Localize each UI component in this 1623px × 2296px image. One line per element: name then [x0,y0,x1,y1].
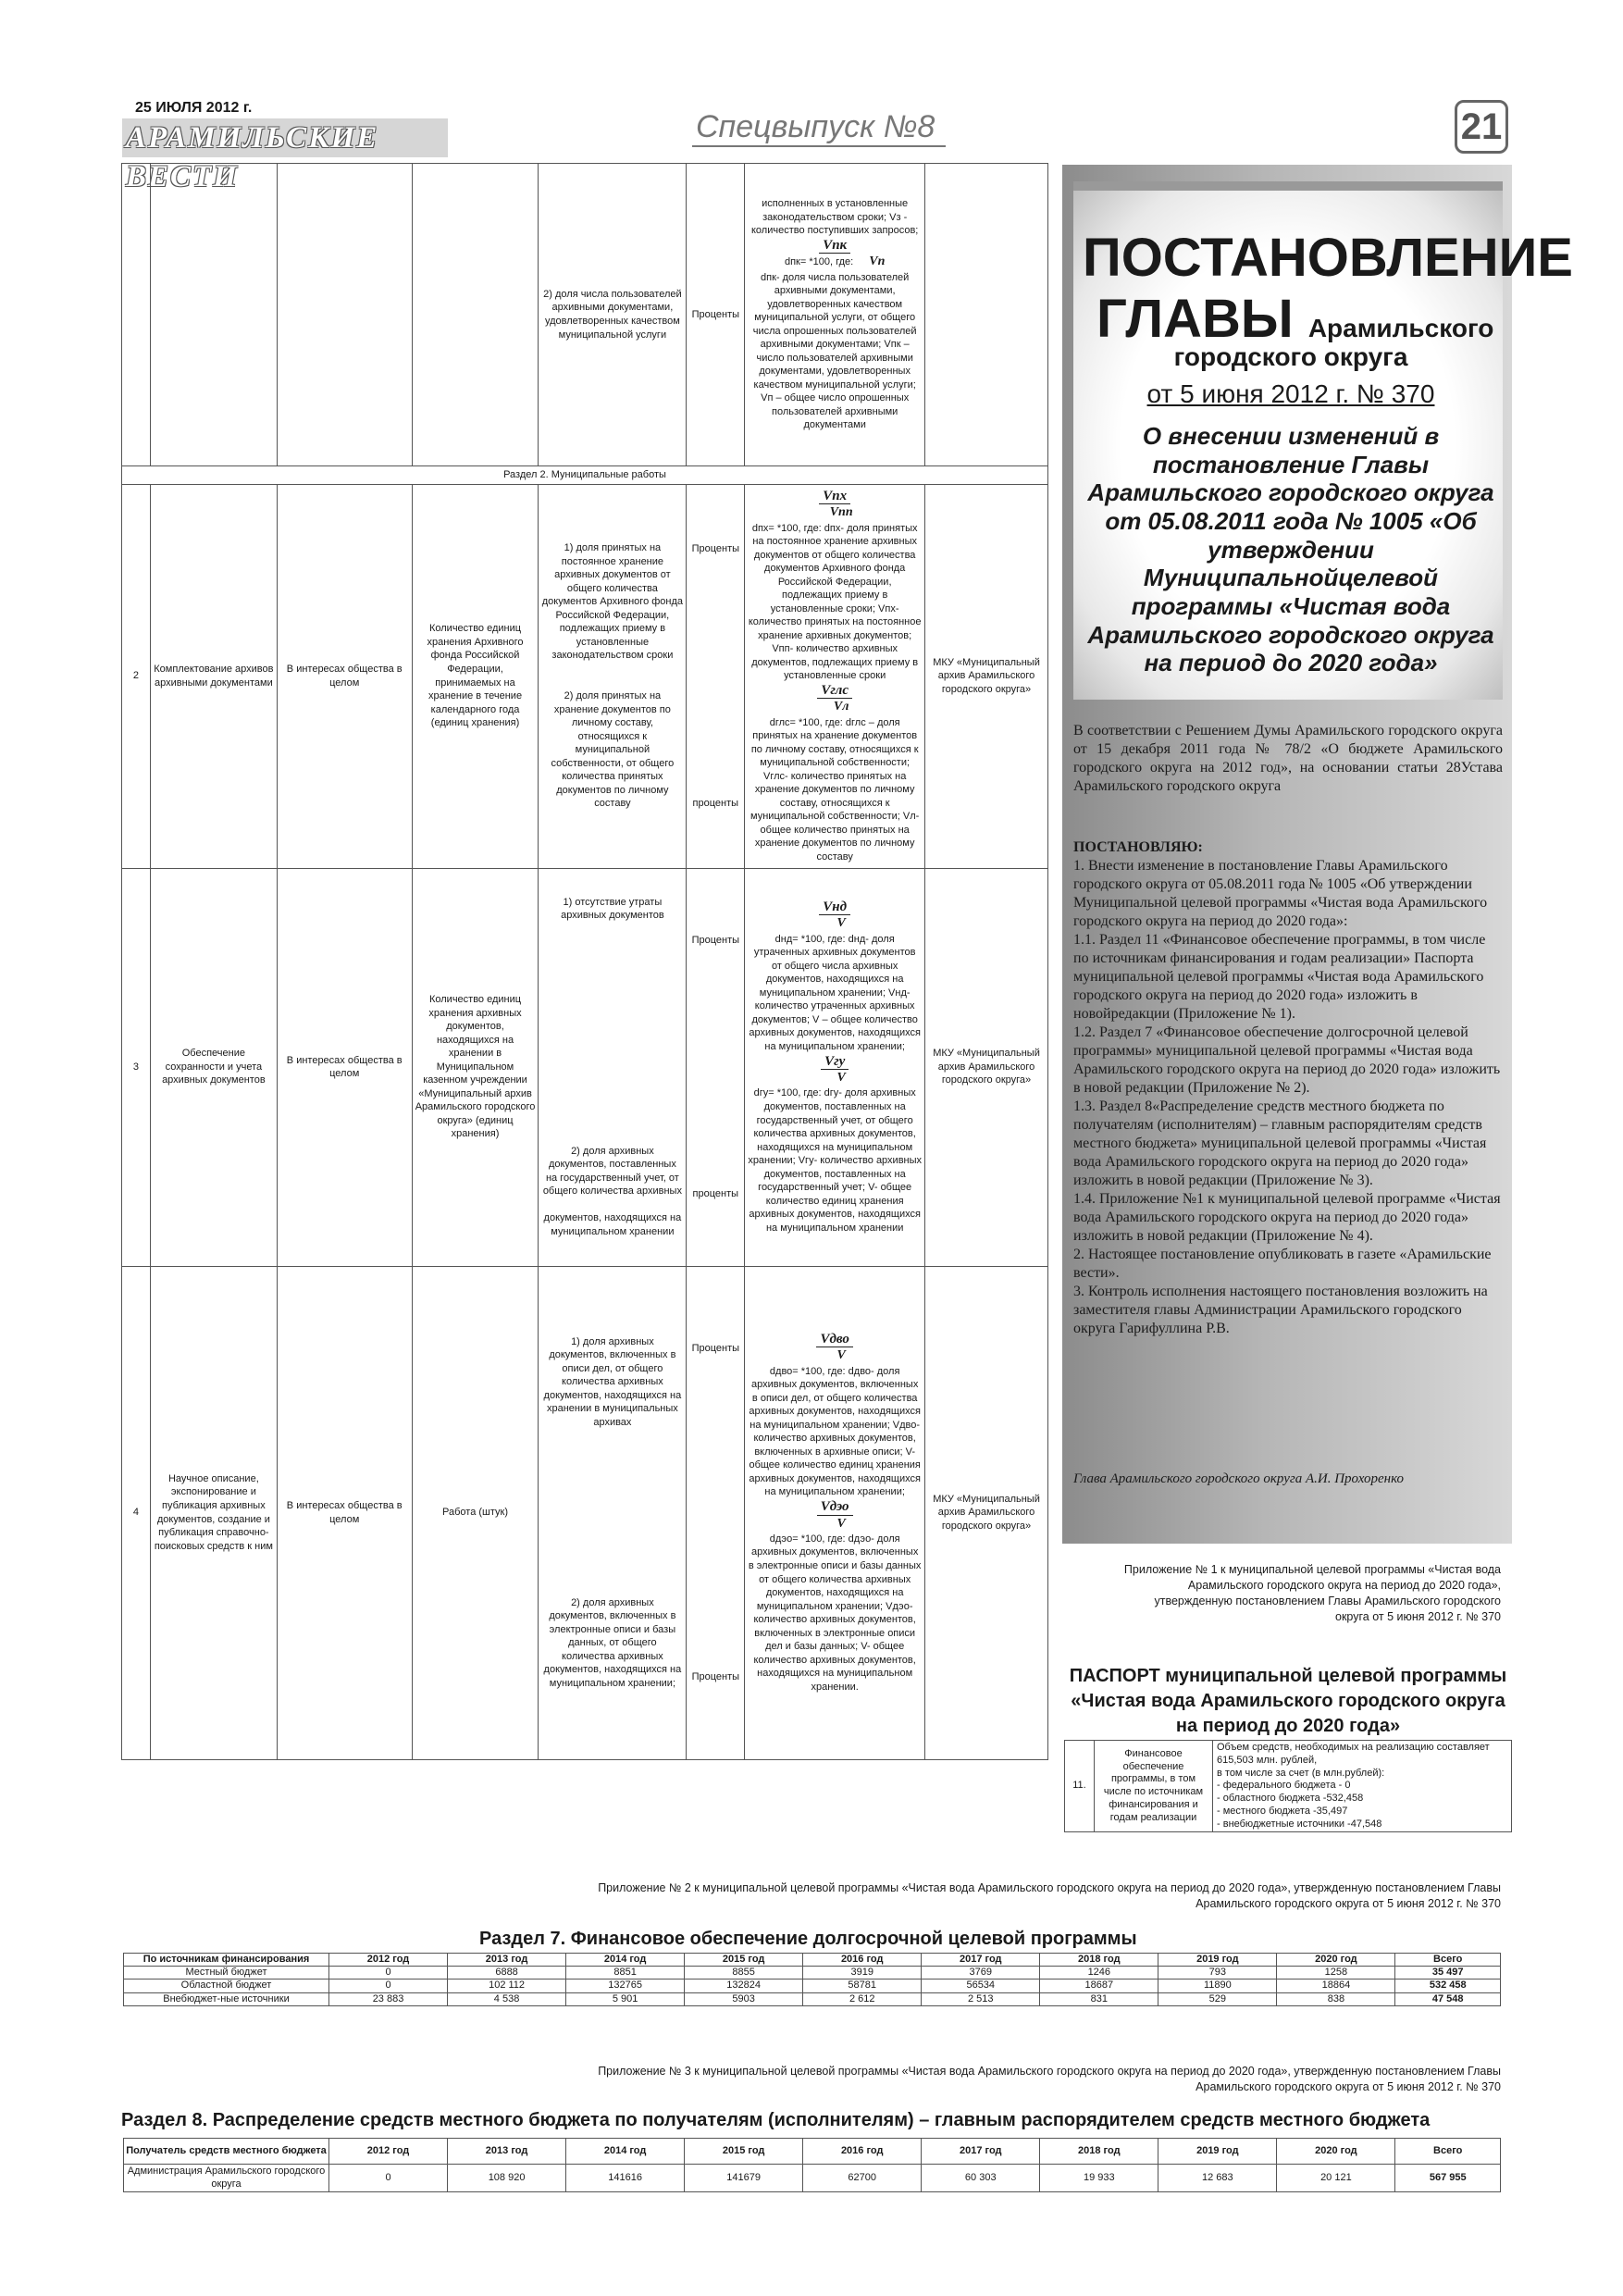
indicator-text: 1) отсутствие утраты архивных документов [561,896,664,922]
formula-line: dпк= *100, где: [784,256,854,268]
decree-title-word: Арамильского [1307,314,1494,342]
formula-denominator: V [836,916,846,931]
section7-title: Раздел 7. Финансовое обеспечение долгосрочной целевой программы [479,1929,1137,1949]
unit-text: проценты [692,797,739,809]
table-cell: 102 112 [448,1980,566,1992]
table-row [122,1266,1048,1759]
table-cell: 18687 [1040,1980,1158,1992]
decree-item: 1.4. Приложение №1 к муниципальной целевой программе «Чистая вода Арамильского городского округа на период до 2020 года» изложить в новой редакции (Приложение № 4). [1073,1191,1501,1244]
table-row [122,484,1048,868]
formula-numerator: Vдэо [817,1499,853,1516]
table-cell: 132765 [566,1980,685,1992]
table-cell: Администрация Арамильского городского округа [124,2165,329,2192]
indicator-cell [539,868,687,1266]
passport-title: ПАСПОРТ муниципальной целевой программы «Чистая вода Арамильского городского округа на период до 2020 года» [1069,1666,1507,1736]
table-cell: 532 458 [1395,1980,1501,1992]
indicators-table [121,163,1048,1760]
column-header: 2020 год [1277,1954,1395,1967]
work-name: Комплектование архивов архивными документами [150,484,277,868]
column-header: 2016 год [803,1954,922,1967]
indicator-cell [539,484,687,868]
unit-cell [687,868,745,1266]
unit-text: Проценты [691,1670,740,1682]
table-cell: 1246 [1040,1967,1158,1980]
passport-values [1213,1741,1512,1832]
table-cell: 11890 [1158,1980,1277,1992]
formula-text: dдэо= *100, где: dдэо- доля архивных документов, включенных в электронные описи и базы данных от общего количества архивных документов, находящихся на муниципальном хранении; Vдэо- количество архивных документов, включенных в электронные описи дел и базы данных; V- общее количество архивных документов, находящихся на муниципальном хранении. [748,1533,922,1693]
formula-numerator: Vпх [819,489,850,505]
decree-item: 2. Настоящее постановление опубликовать в газете «Арамильские вести». [1073,1247,1492,1281]
column-header: 2017 год [922,1954,1040,1967]
unit-text: Проценты [691,934,740,946]
indicator-cell [539,1266,687,1759]
executor-text: МКУ «Муниципальный архив Арамильского городского округа» [925,868,1048,1266]
column-header: 2018 год [1040,2139,1158,2165]
decree-title-line2 [1096,289,1494,349]
table-row [124,1980,1501,1992]
table-cell: 0 [329,1967,448,1980]
formula-numerator: Vдво [816,1332,852,1348]
column-header: 2017 год [922,2139,1040,2165]
column-header: Всего [1395,2139,1501,2165]
decree-item: 1.2. Раздел 7 «Финансовое обеспечение долгосрочной целевой программы» муниципальной целевой программы «Чистая вода Арамильского городского округа на период до 2020 года» изложить в новой редакции (Приложение № 2). [1073,1024,1501,1096]
table-cell: 56534 [922,1980,1040,1992]
decree-item: 1.1. Раздел 11 «Финансовое обеспечение программы, в том числе по источникам финансирования и годам реализации» Паспорта муниципальной целевой программы «Чистая вода Арамильского городского округа на период до 2020 года» изложить в новойредакции (Приложение № 1). [1073,932,1486,1022]
section8-title: Раздел 8. Распределение средств местного бюджета по получателям (исполнителям) – главным распорядителем средств местного бюджета [121,2110,1431,2130]
decree-title: ПОСТАНОВЛЕНИЕ [1083,228,1573,288]
work-name: Научное описание, экспонирование и публикация архивных документов, создание и публикация справочно-поисковых средств к ним [150,1266,277,1759]
table-cell: 793 [1158,1967,1277,1980]
unit-text: Проценты [687,164,745,466]
formula-cell [745,484,925,868]
row-number: 2 [122,484,151,868]
table-cell: 18864 [1277,1980,1395,1992]
table-cell: 58781 [803,1980,922,1992]
formula-text: dгу= *100, где: dгу- доля архивных документов, поставленных на государственный учет, от общего количества архивных документов, [753,1087,916,1140]
table-cell: 5 901 [566,1992,685,2005]
column-header: 2015 год [685,2139,803,2165]
formula-cell [745,868,925,1266]
consumer-text: В интересах общества в целом [277,1266,412,1759]
column-header: 2014 год [566,2139,685,2165]
table-row [124,1967,1501,1980]
newspaper-logo: АРАМИЛЬСКИЕ ВЕСТИ [122,118,448,157]
table-cell: 8855 [685,1967,803,1980]
passport-line: - внебюджетные источники -47,548 [1217,1818,1382,1830]
indicator-text: 2) доля принятых на хранение документов по личному составу, относящихся к муниципальной собственности, от общего количества принятых документов по личному составу [551,690,675,810]
formula-text: dпх= *100, где: dпх- доля принятых на постоянное хранение архивных документов от общего количества документов Архивного фонда Российской Федерации, подлежащих приему в установленные сроки; Vпх- количество принятых на постоянное хранение архивных документов; Vпп- количество архивных документов, подлежащих приему в установленные сроки [748,522,922,682]
table-cell: 8851 [566,1967,685,1980]
table-row [1065,1741,1512,1832]
budget-table [123,2138,1501,2192]
unit-text: Проценты [691,1343,740,1354]
table-cell: 141679 [685,2165,803,2192]
column-header: 2012 год [329,2139,448,2165]
table-cell: 6888 [448,1967,566,1980]
appendix2-note: Приложение № 2 к муниципальной целевой программы «Чистая вода Арамильского городского округа на период до 2020 года», утвержденную постановлением Главы Арамильского городского округа от 5 июня 2012 г. № 370 [598,1881,1501,1910]
decree-subject: О внесении изменений в постановление Главы Арамильского городского округа от 05.08.2011 года № 1005 «Об утверждении Муниципальнойцелевой программы «Чистая вода Арамильского городского округа на период до 2020 года» [1087,422,1494,677]
indicator-text: 2) доля числа пользователей архивными документами, удовлетворенных качеством муниципальной услуги [539,164,687,466]
table-cell: 62700 [803,2165,922,2192]
unit-cell [687,484,745,868]
special-issue-title: Спецвыпуск №8 [692,109,946,147]
table-cell: 132824 [685,1980,803,1992]
table-cell: 3769 [922,1967,1040,1980]
formula-denominator: V [836,1348,846,1363]
decree-item: 3. Контроль исполнения настоящего постановления возложить на заместителя главы Администрации Арамильского городского округа Гарифуллина Р.В. [1073,1284,1488,1336]
formula-denominator: Vл [833,700,849,714]
passport-line: - федерального бюджета - 0 [1217,1780,1351,1792]
table-cell: Областной бюджет [124,1980,329,1992]
table-cell: 831 [1040,1992,1158,2005]
table-cell: 141616 [566,2165,685,2192]
indicator-text: 1) доля архивных документов, включенных в описи дел, от общего количества архивных документов, находящихся на хранении в муниципальных архивах [543,1335,682,1428]
decree-preamble: В соответствии с Решением Думы Арамильского городского округа от 15 декабря 2011 года № 78/2 «О бюджете Арамильского городского округа на 2012 год», на основании статьи 28Устава Арамильского городского округа [1073,723,1503,794]
unit-text: проценты [692,1188,739,1200]
table-cell: 23 883 [329,1992,448,2005]
consumer-text: В интересах общества в целом [277,484,412,868]
formula-text: dнд= *100, где: dнд- доля утраченных архивных документов от общего числа архивных документов, находящихся на муниципальном хранении; Vнд- количество утраченных архивных документов; V – общее количество архивных документов, находящихся на муниципальном хранении; [749,933,921,1052]
unit-text: Проценты [691,543,740,554]
table-cell: 2 612 [803,1992,922,2005]
consumer-text: В интересах общества в целом [277,868,412,1266]
table-header [124,2139,1501,2165]
decree-item: 1. Внести изменение в постановление Главы Арамильского городского округа от 05.08.2011 года № 1005 «Об утверждении Муниципальной целевой программы «Чистая вода Арамильского городского округа на период до 2020 года»: [1073,858,1488,929]
formula-numerator: Vпк [819,238,850,254]
column-header: По источникам финансирования [124,1954,329,1967]
decree-item: 1.3. Раздел 8«Распределение средств местного бюджета по получателям (исполнителям) – главным распорядителям средств местного бюджета» муниципальной целевой программы «Чистая вода Арамильского городского округа на период до 2020 года» изложить в новой редакции (Приложение № 3). [1073,1098,1487,1188]
column-header: 2020 год [1277,2139,1395,2165]
column-header: 2015 год [685,1954,803,1967]
column-header: 2018 год [1040,1954,1158,1967]
table-cell: 567 955 [1395,2165,1501,2192]
passport-label: Финансовое обеспечение программы, в том числе по источникам финансирования и годам реализации [1095,1741,1213,1832]
table-cell: 1258 [1277,1967,1395,1980]
formula-numerator: Vгу [821,1054,849,1071]
table-cell: 60 303 [922,2165,1040,2192]
section-row [122,466,1048,485]
formula-cell [745,1266,925,1759]
column-header: Всего [1395,1954,1501,1967]
decree-title-word: ГЛАВЫ [1096,289,1294,349]
table-cell: 47 548 [1395,1992,1501,2005]
row-number: 3 [122,868,151,1266]
formula-numerator: Vнд [819,900,850,916]
unit-cell [687,1266,745,1759]
passport-line: Объем средств, необходимых на реализацию составляет 615,503 млн. рублей, [1217,1742,1490,1766]
formula-denominator: Vпп [829,505,853,520]
decree-body [1073,838,1503,1338]
decree-date: от 5 июня 2012 г. № 370 [1146,379,1435,408]
formula-text: dдво= *100, где: dдво- доля архивных документов, включенных в описи дел, от общего количества архивных документов, находящихся на муниципальном хранении; Vдво- количество архивных документов, включенных в архивные описи; V- общее количество единиц хранения архивных документов, находящихся на муниципальном хранении; [749,1365,921,1498]
executor-text: МКУ «Муниципальный архив Арамильского городского округа» [925,1266,1048,1759]
passport-num: 11. [1065,1741,1095,1832]
passport-line: в том числе за счет (в млн.рублей): [1217,1767,1385,1779]
section-title: Раздел 2. Муниципальные работы [122,466,1048,485]
volume-text: Количество единиц хранения архивных документов, находящихся на хранении в Муниципальном казенном учреждении «Муниципальный архив Арамильского городского округа» (единиц хранения) [412,868,539,1266]
column-header: 2016 год [803,2139,922,2165]
indicator-text: документов, находящихся на муниципальном хранении [543,1212,682,1237]
appendix1-note: Приложение № 1 к муниципальной целевой программы «Чистая вода Арамильского городского округа на период до 2020 года», утвержденную постановлением Главы Арамильского городского округа от 5 июня 2012 г. № 370 [1123,1563,1501,1623]
formula-text: находящихся на муниципальном хранении; Vгу- количество архивных документов, поставленных на государственный учет; V- общее количество единиц хранения архивных документов, находящихся на муниципальном хранении [748,1141,923,1234]
formula-cell [745,164,925,466]
table-cell: 5903 [685,1992,803,2005]
table-cell: 0 [329,2165,448,2192]
passport-table [1064,1740,1512,1832]
table-cell: 529 [1158,1992,1277,2005]
table-cell: Внебюджет-ные источники [124,1992,329,2005]
table-row [122,868,1048,1266]
formula-numerator: Vглс [817,683,852,700]
decree-keyword: ПОСТАНОВЛЯЮ: [1073,839,1203,855]
column-header: 2013 год [448,2139,566,2165]
indicator-text: 1) доля принятых на постоянное хранение архивных документов от общего количества документов Архивного фонда Российской Федерации, подлежащих приему в установленные законодательством сроки [541,542,684,662]
table-header [124,1954,1501,1967]
page-number: 21 [1455,100,1508,154]
indicator-text: 2) доля архивных документов, поставленных на государственный учет, от общего количества архивных [542,1145,682,1198]
work-name: Обеспечение сохранности и учета архивных документов [150,868,277,1266]
table-cell: 20 121 [1277,2165,1395,2192]
table-cell: 4 538 [448,1992,566,2005]
issue-date: 25 ИЮЛЯ 2012 г. [135,100,253,116]
passport-line: - местного бюджета -35,497 [1217,1805,1348,1817]
column-header: 2019 год [1158,2139,1277,2165]
column-header: 2014 год [566,1954,685,1967]
finance-table [123,1953,1501,2006]
table-cell: 0 [329,1980,448,1992]
table-cell: 3919 [803,1967,922,1980]
indicator-text: 2) доля архивных документов, включенных в электронные описи и базы данных, от общего количества архивных документов, находящихся на муниципальном хранении; [543,1596,682,1689]
column-header: Получатель средств местного бюджета [124,2139,329,2165]
volume-text: Количество единиц хранения Архивного фонда Российской Федерации, принимаемых на хранение в течение календарного года (единиц хранения) [412,484,539,868]
table-cell: 12 683 [1158,2165,1277,2192]
column-header: 2013 год [448,1954,566,1967]
table-row [122,164,1048,466]
volume-text: Работа (штук) [412,1266,539,1759]
table-row [124,2165,1501,2192]
table-cell: 838 [1277,1992,1395,2005]
formula-denominator: V [836,1071,846,1085]
column-header: 2012 год [329,1954,448,1967]
executor-text: МКУ «Муниципальный архив Арамильского городского округа» [925,484,1048,868]
decree-title-line3: городского округа [1173,342,1408,371]
formula-text: dглс= *100, где: dглс – доля принятых на хранение документов по личному составу, относящихся к муниципальной собственности; Vглс- количество принятых на хранение документов по личному составу, относящихся к муниципальной собственности; Vл-общее количество принятых на хранение документов по личному составу [750,716,920,863]
table-cell: 2 513 [922,1992,1040,2005]
formula-denominator: Vп [869,254,886,269]
formula-denominator: V [836,1516,846,1531]
formula-text: исполненных в установленные законодательством сроки; Vз - количество поступивших запросов; [750,198,919,237]
formula-text: dпк- доля числа пользователей архивными документами, удовлетворенных качеством муниципальной услуги, от общего числа опрошенных пользователей архивными документами; Vпк – число пользователей архивными документами, удовлетворенных качеством муниципальной услуги; Vп – общее число опрошенных пользователей архивными документами [752,271,917,431]
appendix3-note: Приложение № 3 к муниципальной целевой программы «Чистая вода Арамильского городского округа на период до 2020 года», утвержденную постановлением Главы Арамильского городского округа от 5 июня 2012 г. № 370 [598,2065,1501,2093]
table-cell: 35 497 [1395,1967,1501,1980]
table-cell: 108 920 [448,2165,566,2192]
table-cell: Местный бюджет [124,1967,329,1980]
decree-signature: Глава Арамильского городского округа А.И. Прохоренко [1073,1471,1405,1486]
row-number: 4 [122,1266,151,1759]
passport-line: - областного бюджета -532,458 [1217,1793,1364,1804]
table-row [124,1992,1501,2005]
table-cell: 19 933 [1040,2165,1158,2192]
column-header: 2019 год [1158,1954,1277,1967]
